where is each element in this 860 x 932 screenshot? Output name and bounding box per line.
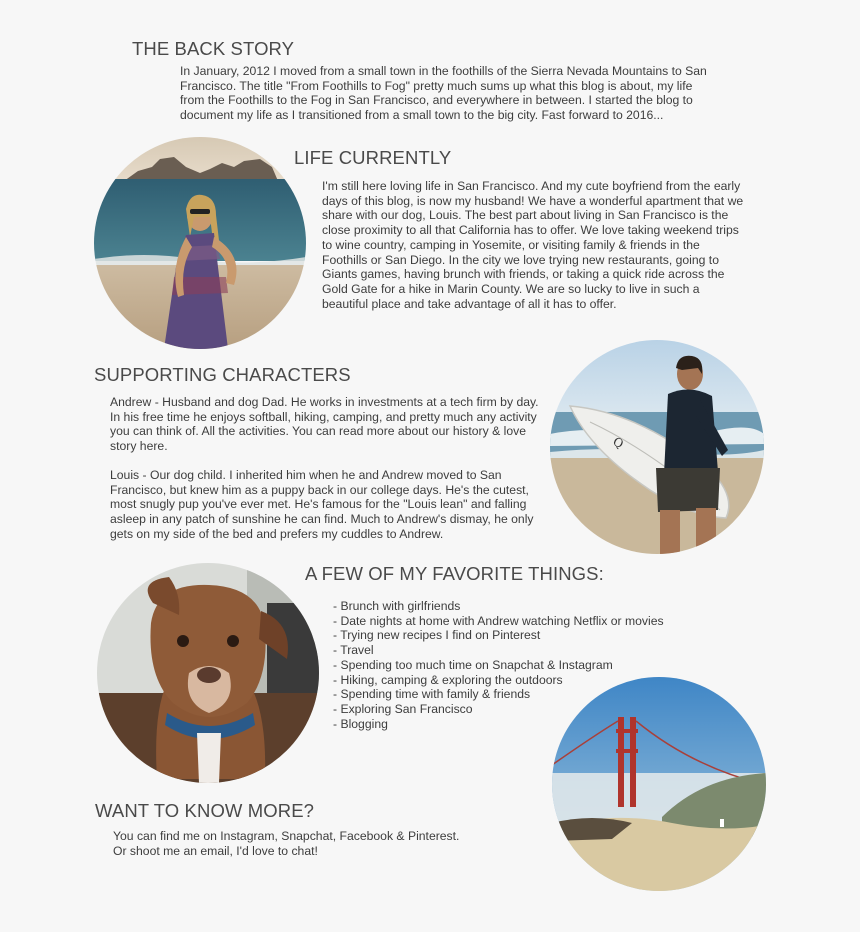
list-item: - Date nights at home with Andrew watching Netflix or movies — [333, 613, 664, 628]
text-line: close proximity to all that California has to offer. We love taking weekend trips — [322, 223, 739, 238]
heading-life-currently: LIFE CURRENTLY — [294, 147, 452, 168]
list-item: - Spending time with family & friends — [333, 687, 531, 702]
text-line: Gold Gate for a hike in Marin County. We are so lucky to live in such a — [322, 281, 700, 296]
list-item: - Blogging — [333, 716, 388, 731]
text-line: Foothills or San Diego. In the city we love trying new restaurants, going to — [322, 252, 719, 267]
list-item: - Brunch with girlfriends — [333, 599, 461, 613]
andrew-text — [110, 395, 539, 454]
text-line: days of this blog, is now my husband! We have a wonderful apartment that we — [322, 193, 744, 208]
text-line: Francisco, but knew him as a puppy back in our college days. He's the cutest, — [110, 482, 529, 497]
list-item: - Exploring San Francisco — [333, 701, 473, 716]
back-story-text — [180, 64, 707, 123]
photo-man-surfboard — [550, 340, 764, 554]
text-line: Andrew - Husband and dog Dad. He works in investments at a tech firm by day. — [110, 395, 539, 409]
contact-text — [113, 829, 459, 858]
text-line: gets on my side of the bed and prefers my cuddles to Andrew. — [110, 526, 444, 541]
photo-golden-gate-fog — [552, 677, 766, 891]
text-line: I'm still here loving life in San Francisco. And my cute boyfriend from the early — [322, 179, 741, 193]
svg-text:Q: Q — [610, 434, 626, 452]
heading-favorite-things: A FEW OF MY FAVORITE THINGS: — [305, 563, 604, 584]
photo-woman-beach — [94, 137, 306, 349]
text-line: Or shoot me an email, I'd love to chat! — [113, 843, 318, 858]
text-line: In January, 2012 I moved from a small town in the foothills of the Sierra Nevada Mountains to San — [180, 64, 707, 78]
life-currently-text — [322, 179, 743, 311]
text-line: from the Foothills to the Fog in San Francisco, and everywhere in between. I started the blog to — [180, 93, 693, 108]
text-line: you can think of. All the activities. You can read more about our history & love — [110, 424, 526, 439]
list-item: - Travel — [333, 643, 374, 658]
list-item: - Trying new recipes I find on Pinterest — [333, 628, 541, 643]
heading-supporting-characters: SUPPORTING CHARACTERS — [94, 364, 351, 385]
text-line: document my life as I transitioned from a small town to the big city. Fast forward to 2016... — [180, 108, 664, 123]
heading-back-story: THE BACK STORY — [132, 38, 295, 59]
text-line: Louis - Our dog child. I inherited him when he and Andrew moved to San — [110, 468, 502, 482]
text-line: share with our dog, Louis. The best part about living in San Francisco is the — [322, 208, 729, 223]
text-line: Giants games, having brunch with friends, or taking a quick ride across the — [322, 267, 725, 282]
list-item: - Spending too much time on Snapchat & Instagram — [333, 657, 613, 672]
text-line: story here. — [110, 439, 168, 454]
photo-dog-louis — [97, 563, 319, 783]
text-line: Francisco. The title "From Foothills to Fog" pretty much sums up what this blog is about, my life — [180, 78, 693, 93]
text-line: most snugly pup you've ever met. He's famous for the "Louis lean" and falling — [110, 497, 527, 512]
text-line: You can find me on Instagram, Snapchat, Facebook & Pinterest. — [113, 829, 460, 843]
list-item: - Hiking, camping & exploring the outdoors — [333, 672, 563, 687]
text-line: to wine country, camping in Yosemite, or visiting family & friends in the — [322, 237, 700, 252]
heading-want-to-know-more: WANT TO KNOW MORE? — [95, 800, 315, 821]
louis-text — [110, 468, 534, 542]
text-line: In his free time he enjoys softball, hiking, camping, and pretty much any activity — [110, 409, 537, 424]
text-line: asleep in any patch of sunshine he can find. Much to Andrew's dismay, he only — [110, 512, 534, 527]
text-line: beautiful place and take advantage of all it has to offer. — [322, 296, 617, 311]
